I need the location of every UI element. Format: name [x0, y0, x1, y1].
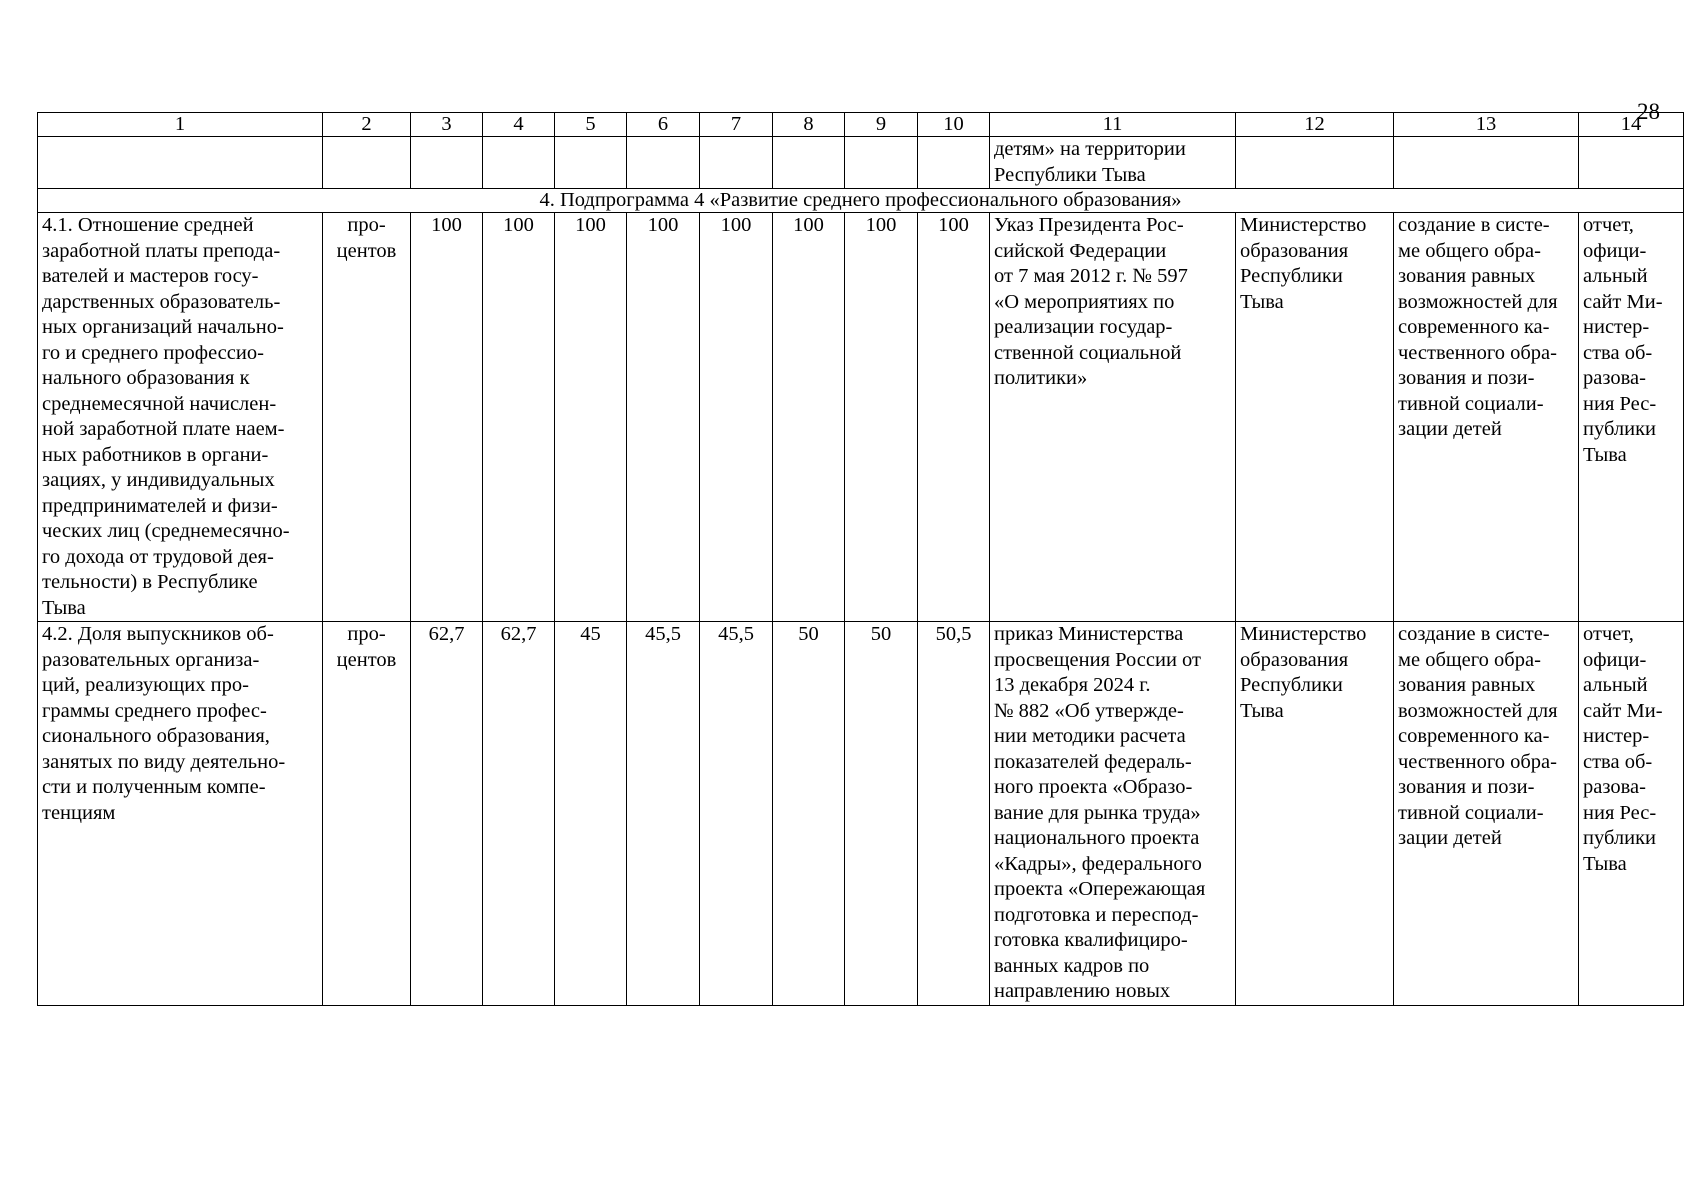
indicators-table: [37, 112, 1684, 1006]
basis-cell: детям» на территории Республики Тыва: [990, 137, 1236, 189]
column-header: 2: [323, 113, 411, 137]
table-row: [38, 213, 1684, 622]
column-header: 13: [1394, 113, 1579, 137]
unit-cell: про- центов: [323, 622, 411, 1006]
responsible-cell: Министерство образования Республики Тыва: [1236, 213, 1394, 622]
source-cell: отчет, офици- альный сайт Ми- нистер- ства об- разова- ния Рес- публики Тыва: [1579, 213, 1684, 622]
responsible-cell: Министерство образования Республики Тыва: [1236, 622, 1394, 1006]
value-cell: 100: [483, 213, 555, 622]
column-header: 12: [1236, 113, 1394, 137]
value-cell: 45,5: [700, 622, 773, 1006]
result-cell: создание в систе- ме общего обра- зования равных возможностей для современного ка- чественного обра- зования и пози- тивной социали- зации детей: [1394, 622, 1579, 1006]
value-cell: 45,5: [627, 622, 700, 1006]
continuation-row: [38, 137, 1684, 189]
column-header: 11: [990, 113, 1236, 137]
value-cell: 62,7: [483, 622, 555, 1006]
table-row: [38, 622, 1684, 1006]
value-cell: 50: [845, 622, 918, 1006]
value-cell: 45: [555, 622, 627, 1006]
column-header: 6: [627, 113, 700, 137]
unit-cell: про- центов: [323, 213, 411, 622]
indicator-cell: 4.2. Доля выпускников об- разовательных организа- ций, реализующих про- граммы среднего профес- сионального образования, занятых по виду деятельно- сти и полученным компе- тенциям: [38, 622, 323, 1006]
section-title: 4. Подпрограмма 4 «Развитие среднего профессионального образования»: [38, 189, 1684, 213]
value-cell: 50: [773, 622, 845, 1006]
value-cell: 50,5: [918, 622, 990, 1006]
value-cell: 100: [845, 213, 918, 622]
value-cell: 100: [627, 213, 700, 622]
column-header: 8: [773, 113, 845, 137]
column-header-row: [38, 113, 1684, 137]
column-header: 14: [1579, 113, 1684, 137]
basis-cell: приказ Министерства просвещения России от 13 декабря 2024 г. № 882 «Об утвержде- нии методики расчета показателей федераль- ного проекта «Образо- вание для рынка труда» национального проекта «Кадры», федерального проекта «Опережающая подготовка и переспод- готовка квалифициро- ванных кадров по направлению новых: [990, 622, 1236, 1006]
column-header: 10: [918, 113, 990, 137]
column-header: 9: [845, 113, 918, 137]
section-row: [38, 189, 1684, 213]
source-cell: отчет, офици- альный сайт Ми- нистер- ства об- разова- ния Рес- публики Тыва: [1579, 622, 1684, 1006]
column-header: 7: [700, 113, 773, 137]
column-header: 1: [38, 113, 323, 137]
value-cell: 62,7: [411, 622, 483, 1006]
column-header: 5: [555, 113, 627, 137]
value-cell: 100: [555, 213, 627, 622]
value-cell: 100: [411, 213, 483, 622]
value-cell: 100: [773, 213, 845, 622]
column-header: 4: [483, 113, 555, 137]
result-cell: создание в систе- ме общего обра- зования равных возможностей для современного ка- чественного обра- зования и пози- тивной социали- зации детей: [1394, 213, 1579, 622]
column-header: 3: [411, 113, 483, 137]
indicator-cell: 4.1. Отношение средней заработной платы препода- вателей и мастеров госу- дарственных образователь- ных организаций начально- го и среднего профессио- нального образования к среднемесячной начислен- ной заработной плате наем- ных работников в органи- зациях, у индивидуальных предпринимателей и физи- ческих лиц (среднемесячно- го дохода от трудовой дея- тельности) в Республике Тыва: [38, 213, 323, 622]
value-cell: 100: [918, 213, 990, 622]
value-cell: 100: [700, 213, 773, 622]
page-number: 28: [1637, 99, 1660, 124]
basis-cell: Указ Президента Рос- сийской Федерации от 7 мая 2012 г. № 597 «О мероприятиях по реализации государ- ственной социальной политики»: [990, 213, 1236, 622]
